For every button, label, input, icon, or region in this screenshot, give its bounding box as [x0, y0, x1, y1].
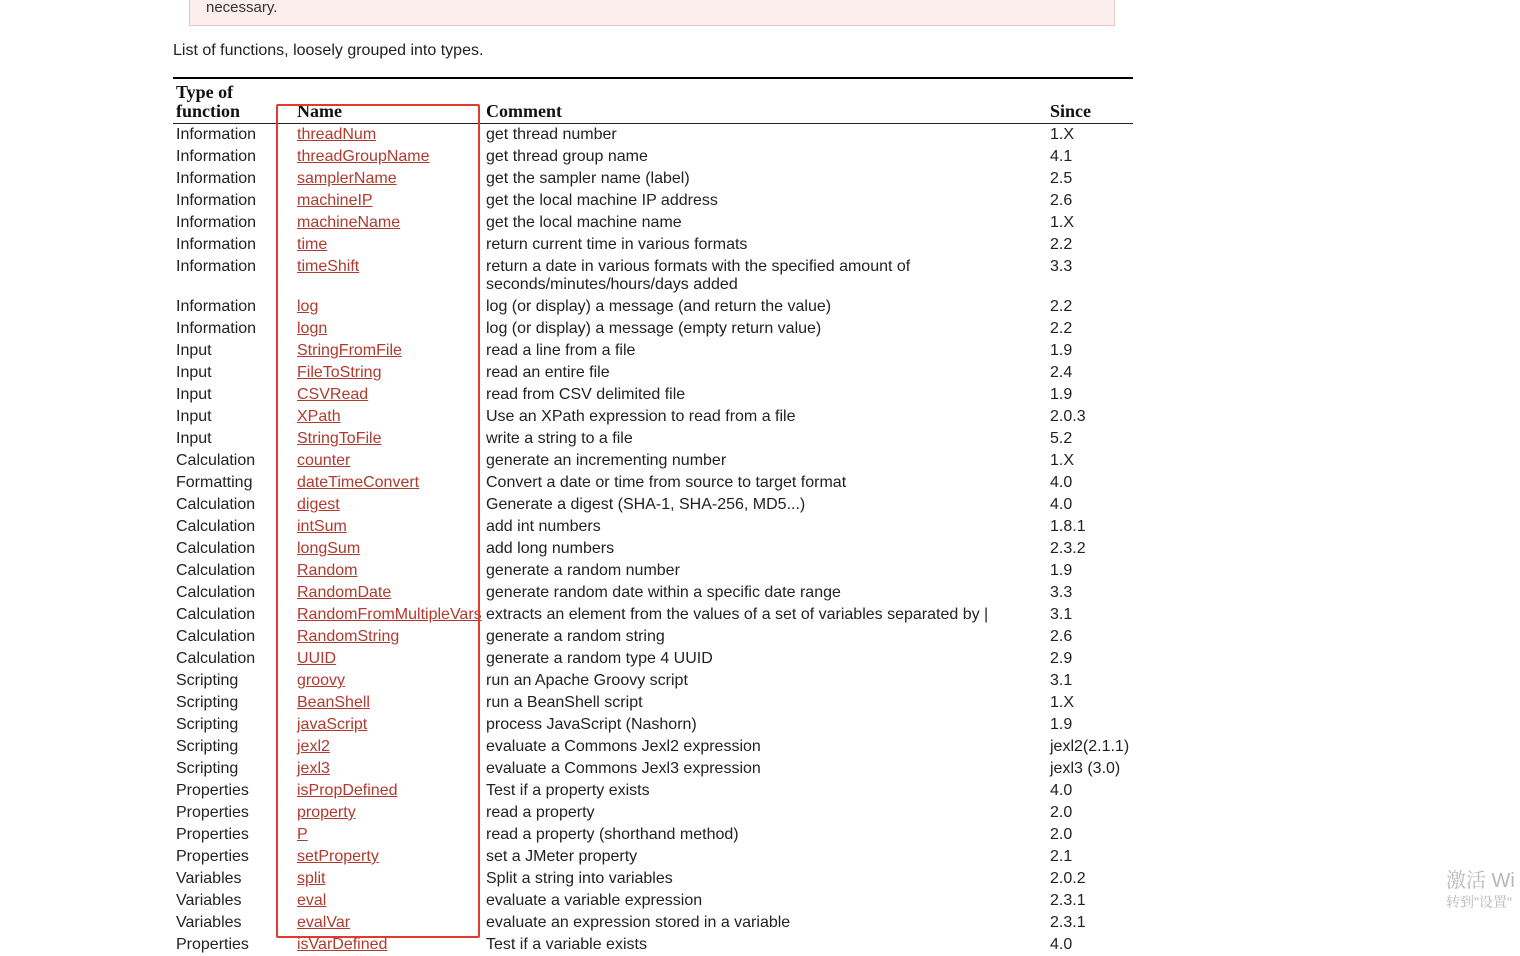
function-comment-cell: read a property: [483, 802, 1047, 824]
function-type-cell: Scripting: [173, 736, 294, 758]
function-comment-cell: run an Apache Groovy script: [483, 670, 1047, 692]
function-type-cell: Scripting: [173, 692, 294, 714]
function-link[interactable]: StringToFile: [297, 430, 381, 447]
function-comment-cell: read from CSV delimited file: [483, 384, 1047, 406]
function-name-cell: [294, 648, 483, 670]
function-since-cell: 2.0: [1047, 824, 1133, 846]
function-type-cell: Calculation: [173, 626, 294, 648]
function-link[interactable]: threadGroupName: [297, 148, 430, 165]
function-name-cell: [294, 472, 483, 494]
function-link[interactable]: dateTimeConvert: [297, 474, 419, 491]
function-name-cell: [294, 256, 483, 296]
function-name-cell: [294, 450, 483, 472]
function-name-cell: [294, 560, 483, 582]
function-name-cell: [294, 384, 483, 406]
function-comment-cell: read an entire file: [483, 362, 1047, 384]
function-comment-cell: Split a string into variables: [483, 868, 1047, 890]
function-name-cell: [294, 824, 483, 846]
function-link[interactable]: eval: [297, 892, 326, 909]
function-type-cell: Calculation: [173, 538, 294, 560]
function-type-cell: Calculation: [173, 604, 294, 626]
function-name-cell: [294, 912, 483, 934]
function-since-cell: 1.X: [1047, 124, 1133, 147]
function-type-cell: Properties: [173, 780, 294, 802]
function-comment-cell: generate a random string: [483, 626, 1047, 648]
table-row: [173, 802, 1133, 824]
function-link[interactable]: groovy: [297, 672, 345, 689]
function-link[interactable]: property: [297, 804, 356, 821]
function-link[interactable]: FileToString: [297, 364, 381, 381]
function-type-cell: Formatting: [173, 472, 294, 494]
function-comment-cell: get thread group name: [483, 146, 1047, 168]
table-row: [173, 846, 1133, 868]
function-comment-cell: get the sampler name (label): [483, 168, 1047, 190]
function-since-cell: 1.X: [1047, 212, 1133, 234]
function-since-cell: 2.2: [1047, 296, 1133, 318]
function-name-cell: [294, 494, 483, 516]
table-row: [173, 450, 1133, 472]
header-type: Type of function: [173, 79, 294, 124]
function-link[interactable]: jexl2: [297, 738, 330, 755]
table-row: [173, 560, 1133, 582]
function-type-cell: Information: [173, 146, 294, 168]
function-since-cell: 2.4: [1047, 362, 1133, 384]
function-since-cell: 3.1: [1047, 604, 1133, 626]
function-type-cell: Input: [173, 362, 294, 384]
function-since-cell: 1.9: [1047, 340, 1133, 362]
function-comment-cell: evaluate a variable expression: [483, 890, 1047, 912]
table-row: [173, 124, 1133, 147]
function-comment-cell: log (or display) a message (empty return value): [483, 318, 1047, 340]
function-name-cell: [294, 714, 483, 736]
function-type-cell: Scripting: [173, 714, 294, 736]
function-name-cell: [294, 318, 483, 340]
header-since: Since: [1047, 79, 1133, 124]
function-name-cell: [294, 934, 483, 956]
function-link[interactable]: RandomDate: [297, 584, 391, 601]
watermark-line2: 转到"设置": [1446, 893, 1515, 911]
function-since-cell: 4.0: [1047, 780, 1133, 802]
function-name-cell: [294, 168, 483, 190]
warning-note: [189, 0, 1115, 26]
table-row: [173, 736, 1133, 758]
function-since-cell: 3.1: [1047, 670, 1133, 692]
function-type-cell: Calculation: [173, 516, 294, 538]
function-comment-cell: add long numbers: [483, 538, 1047, 560]
function-link[interactable]: samplerName: [297, 170, 397, 187]
function-since-cell: 1.9: [1047, 714, 1133, 736]
header-name: Name: [294, 79, 483, 124]
function-name-cell: [294, 516, 483, 538]
function-type-cell: Information: [173, 124, 294, 147]
table-row: [173, 362, 1133, 384]
function-comment-cell: evaluate a Commons Jexl2 expression: [483, 736, 1047, 758]
function-link[interactable]: RandomString: [297, 628, 399, 645]
function-since-cell: 1.X: [1047, 692, 1133, 714]
function-link[interactable]: P: [297, 826, 308, 843]
function-link[interactable]: XPath: [297, 408, 341, 425]
function-name-cell: [294, 758, 483, 780]
table-row: [173, 212, 1133, 234]
function-type-cell: Information: [173, 318, 294, 340]
table-row: [173, 868, 1133, 890]
function-name-cell: [294, 124, 483, 147]
function-type-cell: Information: [173, 190, 294, 212]
function-link[interactable]: machineIP: [297, 192, 373, 209]
function-comment-cell: Use an XPath expression to read from a file: [483, 406, 1047, 428]
function-name-cell: [294, 780, 483, 802]
warning-note-text: necessary.: [206, 0, 277, 16]
function-comment-cell: write a string to a file: [483, 428, 1047, 450]
function-link[interactable]: counter: [297, 452, 350, 469]
table-row: [173, 256, 1133, 296]
function-type-cell: Information: [173, 234, 294, 256]
function-since-cell: 2.3.1: [1047, 912, 1133, 934]
function-type-cell: Calculation: [173, 450, 294, 472]
function-since-cell: 4.0: [1047, 494, 1133, 516]
function-comment-cell: evaluate an expression stored in a variable: [483, 912, 1047, 934]
function-since-cell: jexl3 (3.0): [1047, 758, 1133, 780]
function-type-cell: Information: [173, 256, 294, 296]
function-link[interactable]: RandomFromMultipleVars: [297, 606, 482, 623]
table-row: [173, 824, 1133, 846]
function-name-cell: [294, 340, 483, 362]
functions-table: [173, 79, 1133, 956]
table-row: [173, 890, 1133, 912]
function-name-cell: [294, 802, 483, 824]
function-comment-cell: return current time in various formats: [483, 234, 1047, 256]
function-link[interactable]: isPropDefined: [297, 782, 398, 799]
function-link[interactable]: jexl3: [297, 760, 330, 777]
function-link[interactable]: CSVRead: [297, 386, 368, 403]
table-row: [173, 340, 1133, 362]
function-since-cell: 2.3.1: [1047, 890, 1133, 912]
function-comment-cell: extracts an element from the values of a set of variables separated by |: [483, 604, 1047, 626]
table-row: [173, 670, 1133, 692]
function-comment-cell: process JavaScript (Nashorn): [483, 714, 1047, 736]
function-name-cell: [294, 670, 483, 692]
function-name-cell: [294, 362, 483, 384]
function-since-cell: 2.2: [1047, 234, 1133, 256]
table-body: [173, 124, 1133, 956]
function-type-cell: Variables: [173, 890, 294, 912]
function-since-cell: 1.X: [1047, 450, 1133, 472]
function-type-cell: Calculation: [173, 494, 294, 516]
function-since-cell: 1.9: [1047, 384, 1133, 406]
function-comment-cell: generate a random type 4 UUID: [483, 648, 1047, 670]
function-name-cell: [294, 604, 483, 626]
function-since-cell: 2.1: [1047, 846, 1133, 868]
function-link[interactable]: UUID: [297, 650, 336, 667]
table-row: [173, 626, 1133, 648]
function-link[interactable]: evalVar: [297, 914, 350, 931]
table-row: [173, 582, 1133, 604]
function-type-cell: Properties: [173, 934, 294, 956]
function-since-cell: 3.3: [1047, 582, 1133, 604]
function-comment-cell: Generate a digest (SHA-1, SHA-256, MD5...): [483, 494, 1047, 516]
table-row: [173, 780, 1133, 802]
function-since-cell: 2.3.2: [1047, 538, 1133, 560]
function-name-cell: [294, 692, 483, 714]
function-type-cell: Information: [173, 212, 294, 234]
function-since-cell: 4.1: [1047, 146, 1133, 168]
function-link[interactable]: intSum: [297, 518, 347, 535]
function-type-cell: Input: [173, 384, 294, 406]
table-row: [173, 234, 1133, 256]
function-comment-cell: generate a random number: [483, 560, 1047, 582]
function-comment-cell: get the local machine name: [483, 212, 1047, 234]
watermark-line1: 激活 Wi: [1446, 869, 1515, 893]
function-comment-cell: generate random date within a specific date range: [483, 582, 1047, 604]
table-header-row: [173, 79, 1133, 124]
function-since-cell: jexl2(2.1.1): [1047, 736, 1133, 758]
function-since-cell: 2.2: [1047, 318, 1133, 340]
table-row: [173, 146, 1133, 168]
table-row: [173, 648, 1133, 670]
function-name-cell: [294, 538, 483, 560]
function-type-cell: Information: [173, 296, 294, 318]
intro-text: List of functions, loosely grouped into types.: [173, 42, 483, 60]
function-since-cell: 1.8.1: [1047, 516, 1133, 538]
function-name-cell: [294, 146, 483, 168]
function-link[interactable]: isVarDefined: [297, 936, 387, 953]
table-row: [173, 516, 1133, 538]
function-type-cell: Variables: [173, 868, 294, 890]
function-link[interactable]: digest: [297, 496, 340, 513]
function-link[interactable]: Random: [297, 562, 357, 579]
table-row: [173, 538, 1133, 560]
function-name-cell: [294, 626, 483, 648]
header-comment: Comment: [483, 79, 1047, 124]
table-row: [173, 168, 1133, 190]
function-link[interactable]: machineName: [297, 214, 400, 231]
function-comment-cell: get thread number: [483, 124, 1047, 147]
function-comment-cell: run a BeanShell script: [483, 692, 1047, 714]
function-type-cell: Scripting: [173, 670, 294, 692]
function-since-cell: 2.0.2: [1047, 868, 1133, 890]
function-type-cell: Calculation: [173, 560, 294, 582]
table-row: [173, 714, 1133, 736]
function-link[interactable]: BeanShell: [297, 694, 370, 711]
function-name-cell: [294, 190, 483, 212]
function-since-cell: 2.6: [1047, 190, 1133, 212]
function-name-cell: [294, 212, 483, 234]
function-link[interactable]: log: [297, 298, 318, 315]
table-row: [173, 384, 1133, 406]
function-name-cell: [294, 296, 483, 318]
function-link[interactable]: setProperty: [297, 848, 379, 865]
function-comment-cell: evaluate a Commons Jexl3 expression: [483, 758, 1047, 780]
function-since-cell: 2.0: [1047, 802, 1133, 824]
function-type-cell: Calculation: [173, 582, 294, 604]
function-name-cell: [294, 868, 483, 890]
function-name-cell: [294, 428, 483, 450]
function-name-cell: [294, 846, 483, 868]
function-since-cell: 3.3: [1047, 256, 1133, 296]
function-name-cell: [294, 406, 483, 428]
function-since-cell: 1.9: [1047, 560, 1133, 582]
function-comment-cell: read a line from a file: [483, 340, 1047, 362]
table-row: [173, 428, 1133, 450]
function-type-cell: Variables: [173, 912, 294, 934]
function-comment-cell: add int numbers: [483, 516, 1047, 538]
function-type-cell: Properties: [173, 824, 294, 846]
function-since-cell: 2.9: [1047, 648, 1133, 670]
function-type-cell: Properties: [173, 846, 294, 868]
function-comment-cell: Test if a property exists: [483, 780, 1047, 802]
table-row: [173, 472, 1133, 494]
function-since-cell: 4.0: [1047, 934, 1133, 956]
function-link[interactable]: javaScript: [297, 716, 367, 733]
function-name-cell: [294, 582, 483, 604]
function-type-cell: Input: [173, 428, 294, 450]
function-type-cell: Properties: [173, 802, 294, 824]
function-link[interactable]: threadNum: [297, 126, 376, 143]
table-row: [173, 296, 1133, 318]
function-comment-cell: Test if a variable exists: [483, 934, 1047, 956]
function-comment-cell: return a date in various formats with the specified amount of seconds/minutes/hours/days added: [483, 256, 1047, 296]
function-type-cell: Information: [173, 168, 294, 190]
function-since-cell: 2.0.3: [1047, 406, 1133, 428]
function-type-cell: Input: [173, 406, 294, 428]
table-row: [173, 318, 1133, 340]
table-row: [173, 912, 1133, 934]
function-comment-cell: get the local machine IP address: [483, 190, 1047, 212]
function-name-cell: [294, 890, 483, 912]
table-row: [173, 758, 1133, 780]
function-comment-cell: read a property (shorthand method): [483, 824, 1047, 846]
function-since-cell: 2.5: [1047, 168, 1133, 190]
function-link[interactable]: time: [297, 236, 327, 253]
function-link[interactable]: timeShift: [297, 258, 359, 275]
table-row: [173, 692, 1133, 714]
function-comment-cell: set a JMeter property: [483, 846, 1047, 868]
function-comment-cell: Convert a date or time from source to target format: [483, 472, 1047, 494]
functions-table-wrapper: [173, 77, 1133, 956]
function-since-cell: 5.2: [1047, 428, 1133, 450]
function-type-cell: Calculation: [173, 648, 294, 670]
function-comment-cell: log (or display) a message (and return the value): [483, 296, 1047, 318]
function-link[interactable]: logn: [297, 320, 327, 337]
function-since-cell: 4.0: [1047, 472, 1133, 494]
function-type-cell: Scripting: [173, 758, 294, 780]
function-link[interactable]: StringFromFile: [297, 342, 402, 359]
function-name-cell: [294, 736, 483, 758]
table-row: [173, 604, 1133, 626]
function-name-cell: [294, 234, 483, 256]
function-type-cell: Input: [173, 340, 294, 362]
table-row: [173, 190, 1133, 212]
table-row: [173, 406, 1133, 428]
activate-windows-watermark: [1446, 869, 1515, 911]
function-link[interactable]: longSum: [297, 540, 360, 557]
function-since-cell: 2.6: [1047, 626, 1133, 648]
function-comment-cell: generate an incrementing number: [483, 450, 1047, 472]
function-link[interactable]: split: [297, 870, 325, 887]
table-row: [173, 494, 1133, 516]
table-row: [173, 934, 1133, 956]
